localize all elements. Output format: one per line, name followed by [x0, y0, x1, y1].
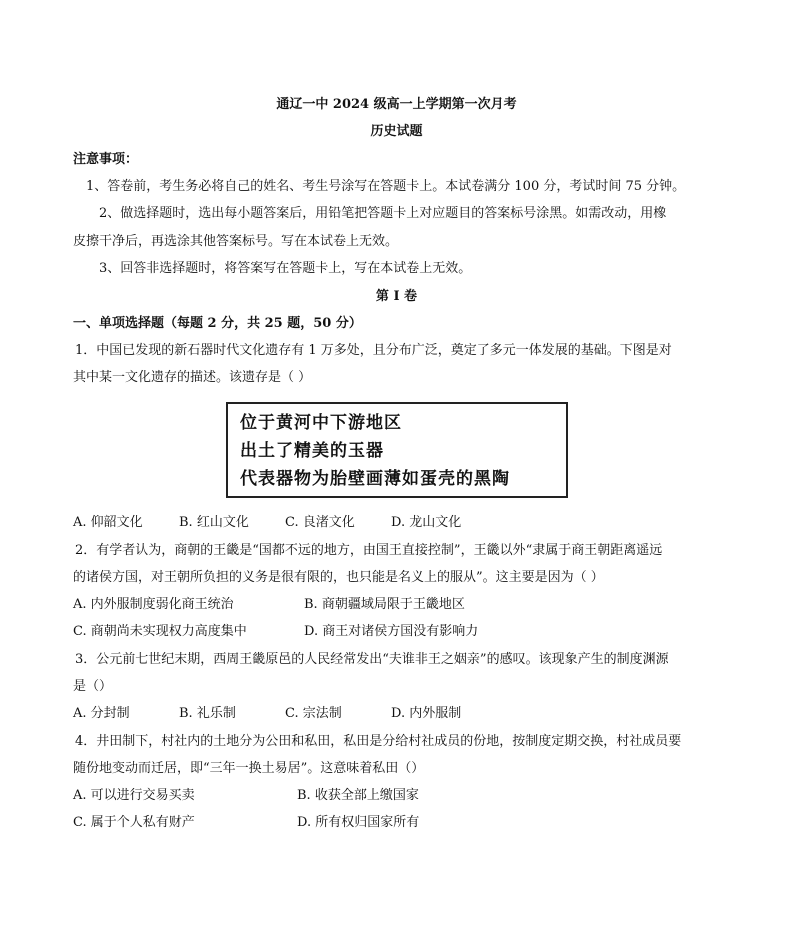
note-item-2-cont: 皮擦干净后，再选涂其他答案标号。写在本试卷上无效。 — [73, 234, 399, 249]
question-4-line-2: 随份地变动而迁居，即“三年一换土易居”。这意味着私田（） — [73, 761, 425, 776]
box-line-1: 位于黄河中下游地区 — [240, 413, 402, 433]
volume-label: 第 I 卷 — [375, 289, 418, 304]
question-3-line-2: 是（） — [73, 679, 113, 694]
q1-option-d: D. 龙山文化 — [391, 515, 462, 530]
box-line-3: 代表器物为胎壁画薄如蛋壳的黑陶 — [240, 469, 510, 489]
exam-subject: 历史试题 — [370, 124, 423, 139]
section-heading: 一、单项选择题（每题 2 分，共 25 题，50 分） — [73, 316, 362, 331]
box-line-2: 出土了精美的玉器 — [240, 441, 384, 461]
q2-option-b: B. 商朝疆域局限于王畿地区 — [304, 597, 465, 612]
q4-option-c: C. 属于个人私有财产 — [73, 815, 195, 830]
q4-option-a: A. 可以进行交易买卖 — [73, 788, 195, 803]
note-item-2: 2、做选择题时，选出每小题答案后，用铅笔把答题卡上对应题目的答案标号涂黑。如需改动，用橡 — [99, 206, 667, 221]
q4-option-d: D. 所有权归国家所有 — [297, 815, 420, 830]
q3-option-b: B. 礼乐制 — [179, 706, 236, 721]
q3-option-d: D. 内外服制 — [391, 706, 462, 721]
q2-option-d: D. 商王对诸侯方国没有影响力 — [304, 624, 479, 639]
question-1-line-1: 1．中国已发现的新石器时代文化遗存有 1 万多处，且分布广泛，奠定了多元一体发展的基础。下图是对 — [75, 343, 672, 358]
question-2-line-2: 的诸侯方国，对王朝所负担的义务是很有限的，也只能是名义上的服从”。这主要是因为（ ） — [73, 570, 604, 585]
note-item-1: 1、答卷前，考生务必将自己的姓名、考生号涂写在答题卡上。本试卷满分 100 分，考试时间 75 分钟。 — [86, 179, 686, 194]
q2-option-c: C. 商朝尚未实现权力高度集中 — [73, 624, 247, 639]
notes-heading: 注意事项： — [73, 152, 139, 167]
question-4-line-1: 4．井田制下，村社内的土地分为公田和私田，私田是分给村社成员的份地，按制度定期交换，村社成员要 — [75, 734, 682, 749]
question-1-description-box — [226, 402, 568, 498]
q1-option-c: C. 良渚文化 — [285, 515, 355, 530]
q1-option-b: B. 红山文化 — [179, 515, 249, 530]
q4-option-b: B. 收获全部上缴国家 — [297, 788, 419, 803]
q3-option-c: C. 宗法制 — [285, 706, 342, 721]
exam-title: 通辽一中 2024 级高一上学期第一次月考 — [276, 97, 517, 112]
q2-option-a: A. 内外服制度弱化商王统治 — [73, 597, 234, 612]
question-2-line-1: 2．有学者认为，商朝的王畿是“国都不远的地方，由国王直接控制”，王畿以外“隶属于商王朝距离遥远 — [75, 543, 663, 558]
q3-option-a: A. 分封制 — [73, 706, 130, 721]
q1-option-a: A. 仰韶文化 — [73, 515, 143, 530]
question-3-line-1: 3．公元前七世纪末期，西周王畿原邑的人民经常发出“夫谁非王之姻亲”的感叹。该现象产生的制度渊源 — [75, 652, 669, 667]
note-item-3: 3、回答非选择题时，将答案写在答题卡上，写在本试卷上无效。 — [99, 261, 472, 276]
question-1-line-2: 其中某一文化遗存的描述。该遗存是（ ） — [73, 370, 312, 385]
